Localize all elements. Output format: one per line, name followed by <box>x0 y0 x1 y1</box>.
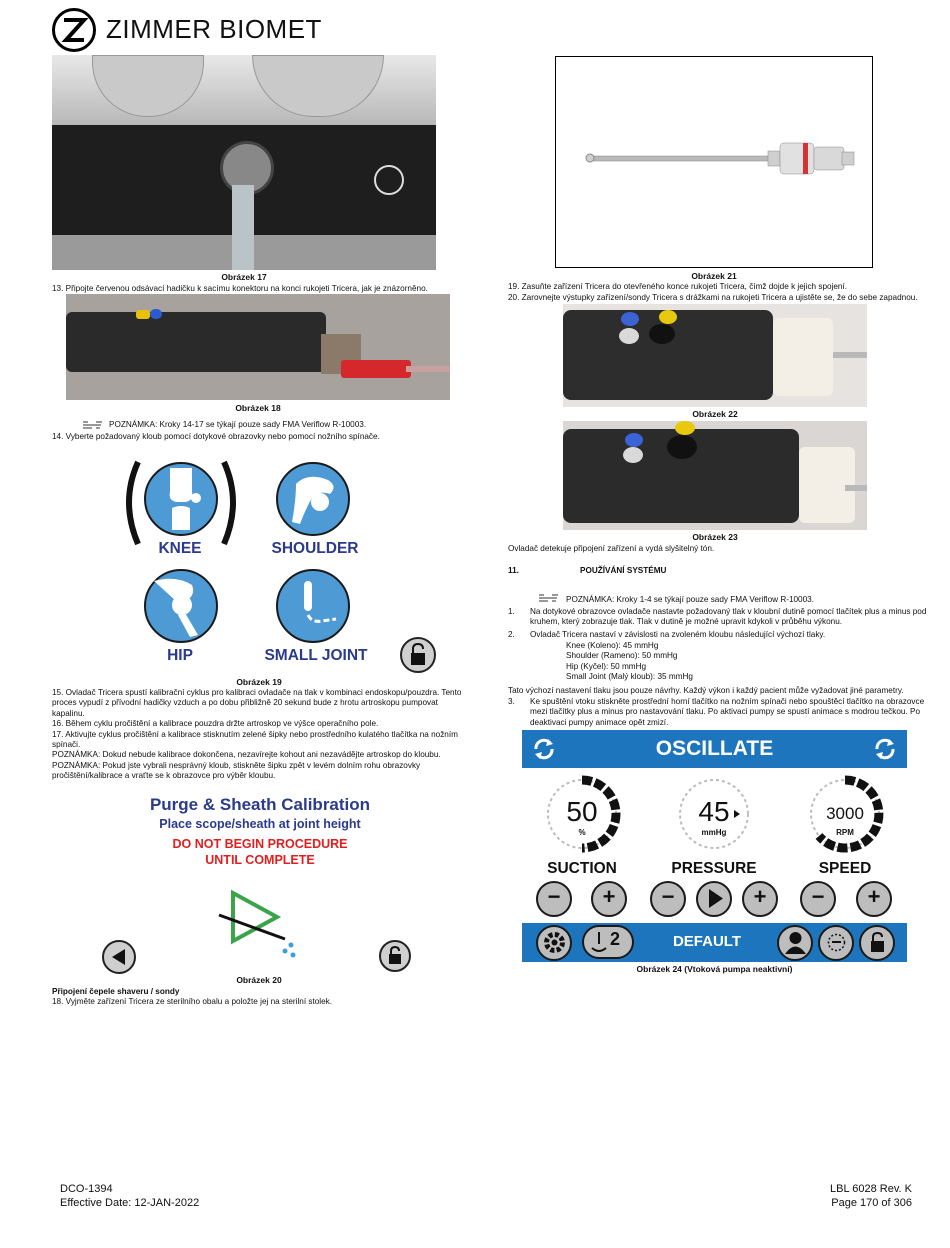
figure-22-caption: Obrázek 22 <box>692 409 738 419</box>
step-3-number: 3. <box>508 697 515 706</box>
text-line: deaktivaci pumpy animace opět zmizí. <box>530 717 669 727</box>
figure-19-caption: Obrázek 19 <box>236 677 282 687</box>
step-14: 14. Vyberte požadovaný kloub pomocí dotykové obrazovky nebo pomocí nožního spínače. <box>52 432 380 441</box>
hip-label: HIP <box>167 647 193 664</box>
user-profile-icon[interactable] <box>777 925 813 961</box>
pointing-hand-icon <box>82 417 104 427</box>
figure-17-caption: Obrázek 17 <box>221 272 267 282</box>
step-2-number: 2. <box>508 630 515 639</box>
step-20: 20. Zarovnejte výstupky zařízení/sondy Tricera s drážkami na rukojeti Tricera a ujistěte se, že do sebe zapadnou. <box>508 293 918 302</box>
suction-value: 50 <box>566 796 598 827</box>
section-shaver-connection: Připojení čepele shaveru / sondy <box>52 987 180 996</box>
pressure-label: PRESSURE <box>671 860 757 877</box>
oscillate-screen <box>522 730 907 962</box>
text-line: POZNÁMKA: Dokud nebude kalibrace dokončena, nezavírejte kohout ani nezavádějte artroskop do kloubu. <box>52 750 441 760</box>
effective-date: Effective Date: 12-JAN-2022 <box>60 1197 200 1209</box>
defaults-note: Tato výchozí nastavení tlaku jsou pouze návrhy. Každý výkon i každý pacient může vyžadovat jiné parametry. <box>508 686 904 695</box>
brightness-icon[interactable] <box>818 925 854 961</box>
start-arrow-icon[interactable] <box>215 887 305 967</box>
page-number: Page 170 of 306 <box>831 1197 912 1209</box>
text-line: 16. Během cyklu pročištění a kalibrace pouzdra držte artroskop ve výšce operačního pole. <box>52 719 379 729</box>
step-1-number: 1. <box>508 607 515 616</box>
step-2: Ovladač Tricera nastaví v závislosti na zvoleném kloubu následující výchozí tlaky. <box>530 630 826 639</box>
speed-unit: RPM <box>836 828 854 837</box>
pressure-minus-button[interactable]: − <box>650 881 686 917</box>
step-18: 18. Vyjměte zařízení Tricera ze sterilního obalu a položte jej na sterilní stolek. <box>52 997 333 1006</box>
list-item: Small Joint (Malý kloub): 35 mmHg <box>566 672 693 682</box>
suction-plus-button[interactable]: + <box>591 881 627 917</box>
knee-joint-icon[interactable] <box>144 462 218 536</box>
note-steps-1-4: POZNÁMKA: Kroky 1-4 se týkají pouze sady FMA Veriflow R-10003. <box>566 595 814 604</box>
suction-label: SUCTION <box>547 860 617 877</box>
speed-label: SPEED <box>818 860 872 877</box>
small-joint-icon[interactable] <box>276 569 350 643</box>
speed-minus-button[interactable]: − <box>800 881 836 917</box>
steps-15-17 <box>52 688 472 782</box>
speed-plus-button[interactable]: + <box>856 881 892 917</box>
figure-23-caption: Obrázek 23 <box>692 532 738 542</box>
play-icon <box>699 883 730 914</box>
knee-label: KNEE <box>158 540 202 557</box>
purge-calibration-screen <box>95 795 425 975</box>
speed-value: 3000 <box>826 804 864 823</box>
shoulder-label: SHOULDER <box>271 540 359 557</box>
suction-unit: % <box>578 828 586 837</box>
text-line: 17. Aktivujte cyklus pročištění a kalibrace stisknutím zelené šipky nebo prostředního kulatého tlačítka na nožním <box>52 729 458 739</box>
brand-name: ZIMMER BIOMET <box>106 14 322 44</box>
figure-17-image <box>52 55 436 270</box>
shoulder-joint-icon[interactable] <box>276 462 350 536</box>
text-line: pročištění/kalibrace a vraťte se k obrazovce pro výběr kloubu. <box>52 771 276 781</box>
figure-24-caption: Obrázek 24 (Vtoková pumpa neaktivní) <box>636 964 793 974</box>
back-arrow-icon[interactable] <box>102 940 136 974</box>
purge-title: Purge & Sheath Calibration <box>149 795 371 814</box>
section-number: 11. <box>508 566 519 575</box>
note-steps-14-17: POZNÁMKA: Kroky 14-17 se týkají pouze sady FMA Veriflow R-10003. <box>109 420 367 429</box>
hip-joint-icon[interactable] <box>144 569 218 643</box>
pointing-hand-icon <box>538 590 560 600</box>
label-revision: LBL 6028 Rev. K <box>830 1183 912 1195</box>
step-19: 19. Zasuňte zařízení Tricera do otevřeného konce rukojeti Tricera, čímž dojde k jejich spojení. <box>508 282 848 291</box>
lock-icon[interactable] <box>379 940 411 972</box>
step-3 <box>530 697 924 728</box>
mode-title: OSCILLATE <box>655 737 774 760</box>
purge-warning-2: UNTIL COMPLETE <box>205 853 315 867</box>
suction-minus-button[interactable]: − <box>536 881 572 917</box>
figure-20-caption: Obrázek 20 <box>236 975 282 985</box>
step-1 <box>530 607 926 628</box>
footswitch-icon <box>588 930 610 954</box>
pressure-value: 45 <box>698 796 730 827</box>
text-line: spínači. <box>52 740 81 750</box>
default-profile-label[interactable]: DEFAULT <box>672 933 742 950</box>
figure-21-image <box>555 56 873 268</box>
text-line: Ke spuštění vtoku stiskněte prostřední horní tlačítko na nožním spínači nebo spouštěcí tlačítko na obrazovce <box>530 697 925 706</box>
figure-23-image <box>563 421 867 530</box>
figure-22-image <box>563 304 867 407</box>
zimmer-logo-icon <box>52 8 96 52</box>
figure-21-caption: Obrázek 21 <box>691 271 737 281</box>
pressure-plus-button[interactable]: + <box>742 881 778 917</box>
connection-detect-text: Ovladač detekuje připojení zařízení a vydá slyšitelný tón. <box>508 544 715 553</box>
text-line: 15. Ovladač Tricera spustí kalibrační cyklus pro kalibraci ovladače na tlak v kombinaci endoskopu/pouzdra. Tento <box>52 688 462 697</box>
rotate-right-icon[interactable] <box>871 738 899 760</box>
text-line: POZNÁMKA: Pokud jste vybrali nesprávný kloub, stiskněte šipku zpět v levém dolním rohu obrazovky <box>52 760 421 770</box>
list-item: Hip (Kyčel): 50 mmHg <box>566 661 647 671</box>
text-line: kruhem, který zobrazuje tlak. Tlak v dutině je možné upravit kdykoli v průběhu výkonu. <box>530 617 843 627</box>
pressure-unit: mmHg <box>701 828 727 837</box>
pump-start-button[interactable] <box>696 881 732 917</box>
lock-icon[interactable] <box>859 925 895 961</box>
section-title: POUŽÍVÁNÍ SYSTÉMU <box>580 566 667 575</box>
joint-selection-screen <box>110 452 440 676</box>
settings-gear-icon[interactable] <box>536 925 572 961</box>
text-line: Na dotykové obrazovce ovladače nastavte požadovaný tlak v kloubní dutině pomocí tlačítek plus a minus pod <box>530 607 927 616</box>
text-line: proces vypudí z přívodní hadičky vzduch a po dobu přibližně 20 sekund bude z hrotu artroskopu pumpovat kapalinu. <box>52 698 438 718</box>
small-joint-label: SMALL JOINT <box>264 647 368 664</box>
lock-icon[interactable] <box>400 637 436 673</box>
footswitch-number: 2 <box>610 929 621 949</box>
purge-warning-1: DO NOT BEGIN PROCEDURE <box>172 837 348 851</box>
list-item: Knee (Koleno): 45 mmHg <box>566 641 659 650</box>
default-pressures-list <box>566 641 693 683</box>
purge-subtitle: Place scope/sheath at joint height <box>159 817 361 831</box>
figure-18-caption: Obrázek 18 <box>235 403 281 413</box>
text-line: mezi tlačítky plus a minus pro nastavování tlaku. Po aktivaci pumpy se spustí animace s modrou tečkou. Po <box>530 707 920 717</box>
doc-number: DCO-1394 <box>60 1183 113 1195</box>
step-13: 13. Připojte červenou odsávací hadičku k sacímu konektoru na konci rukojeti Tricera, jak je znázorněno. <box>52 284 428 293</box>
figure-18-image <box>66 294 450 400</box>
footswitch-button[interactable] <box>582 925 634 959</box>
list-item: Shoulder (Rameno): 50 mmHg <box>566 651 678 661</box>
